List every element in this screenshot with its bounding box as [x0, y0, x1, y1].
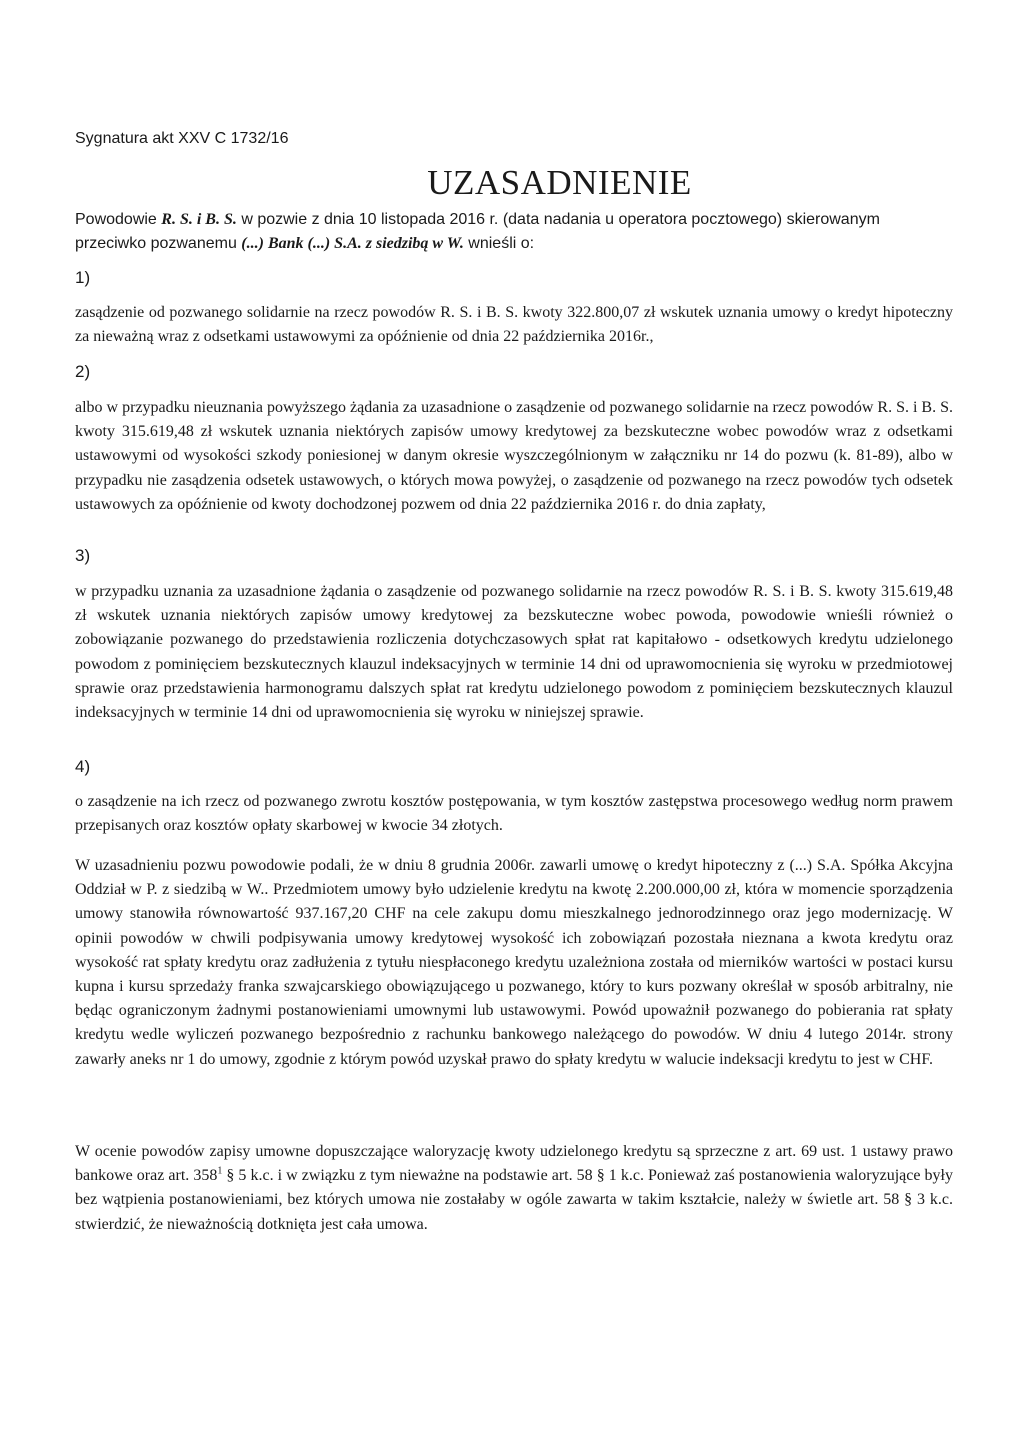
intro-text-b: w pozwie z dnia 10 listopada 2016 r. (data nadania u operatora pocztowego) skierowanym przeciwko pozwanemu — [75, 211, 880, 252]
intro-text-a: Powodowie — [75, 211, 162, 228]
claim-text-3: w przypadku uznania za uzasadnione żądania o zasądzenie od pozwanego solidarnie na rzecz powodów R. S. i B. S. kwoty 315.619,48 zł wskutek uznania niektórych zapisów umowy kredytowej za bezskuteczne wobec powoda, powodowie wnieśli również o zobowiązanie pozwanego do przedstawienia rozliczenia dotychczasowych spłat rat kapitałowo - odsetkowych kredytu udzielonego powodom z pominięciem bezskutecznych klauzul indeksacyjnych w terminie 14 dni od uprawomocnienia się wyroku w przedmiotowej sprawie oraz przedstawienia harmonogramu dalszych spłat rat kredytu udzielonego powodom z pominięciem bezskutecznych klauzul indeksacyjnych w terminie 14 dni od uprawomocnienia się wyroku w niniejszej sprawie. — [75, 583, 953, 722]
intro-paragraph — [75, 208, 955, 256]
document-title: UZASADNIENIE — [427, 163, 692, 202]
claim-number-1: 1) — [75, 268, 91, 287]
claim-number-3: 3) — [75, 546, 91, 565]
case-signature: Sygnatura akt XXV C 1732/16 — [75, 130, 289, 147]
plaintiffs-names: R. S. i B. S. — [161, 211, 237, 228]
body-paragraph-1: W uzasadnieniu pozwu powodowie podali, że w dniu 8 grudnia 2006r. zawarli umowę o kredyt hipoteczny z (...) S.A. Spółka Akcyjna Oddział w P. z siedzibą w W.. Przedmiotem umowy było udzielenie kredytu na kwotę 2.200.000,00 zł, która w momencie sporządzenia umowy stanowiła równowartość 937.167,20 CHF na cele zakupu domu mieszkalnego jednorodzinnego oraz jego modernizację. W opinii powodów w chwili podpisywania umowy kredytowej wysokość ich zobowiązań pozostała nieznana a kwota kredytu oraz wysokość rat spłaty kredytu oraz zadłużenia z tytułu niespłaconego kredytu uzależniona została od mierników wartości w postaci kursu kupna i kursu sprzedaży franka szwajcarskiego obowiązującego u pozwanego, który to kurs pozwany określał w sposób arbitralny, nie będąc ograniczonym żadnymi postanowieniami umownymi lub ustawowymi. Powód upoważnił pozwanego do pobierania rat spłaty kredytu wedle wyliczeń pozwanego bezpośrednio z rachunku bankowego należącego do powodów. W dniu 4 lutego 2014r. strony zawarły aneks nr 1 do umowy, zgodnie z którym powód uzyskał prawo do spłaty kredytu w walucie indeksacji kredytu to jest w CHF. — [75, 857, 953, 1068]
claim-text-1: zasądzenie od pozwanego solidarnie na rzecz powodów R. S. i B. S. kwoty 322.800,07 zł wskutek uznania umowy o kredyt hipoteczny za nieważną wraz z odsetkami ustawowymi za opóźnienie od dnia 22 października 2016r., — [75, 304, 953, 346]
claim-text-4: o zasądzenie na ich rzecz od pozwanego zwrotu kosztów postępowania, w tym kosztów zastępstwa procesowego według norm prawem przepisanych oraz kosztów opłaty skarbowej w kwocie 34 złotych. — [75, 793, 953, 835]
claim-text-2: albo w przypadku nieuznania powyższego żądania za uzasadnione o zasądzenie od pozwanego solidarnie na rzecz powodów R. S. i B. S. kwoty 315.619,48 zł wskutek uznania niektórych zapisów umowy kredytowej za bezskuteczne wobec powodów wraz z odsetkami ustawowymi od wysokości szkody poniesionej w danym okresie wyszczególnionym w załączniku nr 14 do pozwu (k. 81-89), albo w przypadku nie zasądzenia odsetek ustawowych, o których mowa powyżej, o zasądzenie od pozwanego na rzecz powodów tych odsetek ustawowych za opóźnienie od kwoty dochodzonej pozwem od dnia 22 października 2016 r. do dnia zapłaty, — [75, 399, 953, 513]
article-superscript: 1 — [217, 1165, 223, 1177]
intro-text-c: wnieśli o: — [463, 235, 535, 252]
body-paragraph-2 — [75, 1140, 953, 1237]
body-paragraph-2-text-a: W ocenie powodów zapisy umowne dopuszczające waloryzację kwoty udzielonego kredytu są sprzeczne z art. 69 ust. 1 ustawy prawo bankowe oraz art. 358 — [75, 1143, 953, 1185]
claim-number-4: 4) — [75, 757, 91, 776]
body-paragraph-2-text-b: § 5 k.c. i w związku z tym nieważne na podstawie art. 58 § 1 k.c. Ponieważ zaś postanowienia waloryzujące były bez wątpienia postanowieniami, bez których umowa nie zostałaby w ogóle zawarta w takim kształcie, należy w świetle art. 58 § 3 k.c. stwierdzić, że nieważnością dotknięta jest cała umowa. — [75, 1167, 953, 1233]
claim-number-2: 2) — [75, 362, 91, 381]
defendant-name: (...) Bank (...) S.A. z siedzibą w W. — [241, 235, 464, 252]
